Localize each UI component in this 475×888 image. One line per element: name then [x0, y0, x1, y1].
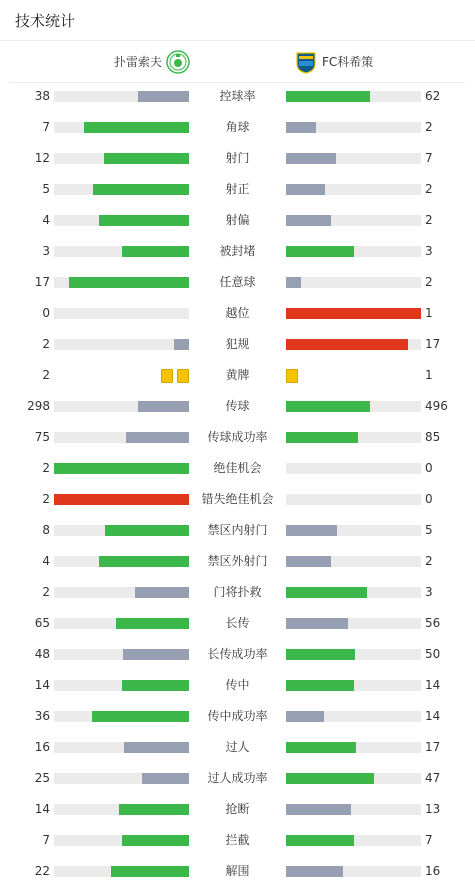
home-bar: [84, 122, 189, 133]
home-value: 2: [42, 585, 50, 599]
home-yellow-cards: [161, 369, 189, 382]
home-value: 38: [34, 89, 50, 103]
home-bar-track: [54, 587, 189, 598]
home-value: 75: [34, 430, 50, 444]
stat-label: 传中成功率: [207, 709, 268, 723]
away-bar-track: [286, 463, 421, 474]
home-bar: [93, 184, 189, 195]
away-bar-track: [286, 277, 421, 288]
stat-label: 禁区外射门: [207, 554, 268, 568]
away-bar: [286, 184, 325, 195]
away-value: 2: [425, 120, 433, 134]
away-bar: [286, 91, 370, 102]
stat-row: [0, 484, 475, 515]
home-value: 2: [42, 368, 50, 382]
home-value: 8: [42, 523, 50, 537]
stat-label: 过人成功率: [207, 771, 268, 785]
home-bar: [69, 277, 189, 288]
stat-row: [0, 81, 475, 112]
away-value: 17: [425, 740, 441, 754]
away-bar: [286, 215, 331, 226]
away-bar-track: [286, 525, 421, 536]
away-team-logo-icon: [294, 50, 318, 74]
away-value: 2: [425, 554, 433, 568]
away-value: 50: [425, 647, 441, 661]
home-bar-track: [54, 866, 189, 877]
home-value: 2: [42, 337, 50, 351]
stat-row: [0, 515, 475, 546]
home-bar: [122, 835, 190, 846]
away-team-name: FC科希策: [322, 55, 374, 69]
away-bar: [286, 742, 356, 753]
stat-label: 解围: [225, 864, 250, 878]
home-value: 7: [42, 120, 50, 134]
stat-label: 错失绝佳机会: [201, 492, 274, 506]
home-bar-track: [54, 122, 189, 133]
home-bar: [119, 804, 189, 815]
home-bar: [54, 494, 189, 505]
away-bar-track: [286, 804, 421, 815]
yellow-card-icon: [286, 369, 298, 383]
home-bar: [99, 215, 189, 226]
stat-label: 长传: [225, 616, 250, 630]
home-bar: [123, 649, 189, 660]
home-bar-track: [54, 773, 189, 784]
page-title: 技术统计: [15, 11, 76, 30]
home-bar: [174, 339, 189, 350]
stat-row: [0, 825, 475, 856]
away-bar-track: [286, 494, 421, 505]
stat-label: 犯规: [225, 337, 250, 351]
stat-row: [0, 174, 475, 205]
home-value: 36: [34, 709, 50, 723]
away-bar: [286, 432, 358, 443]
stat-label: 角球: [225, 120, 250, 134]
stat-row: [0, 453, 475, 484]
home-bar-track: [54, 277, 189, 288]
home-bar-track: [54, 711, 189, 722]
home-bar: [138, 91, 189, 102]
home-bar-track: [54, 618, 189, 629]
home-bar-track: [54, 556, 189, 567]
home-value: 14: [34, 802, 50, 816]
away-value: 7: [425, 151, 433, 165]
away-bar: [286, 246, 354, 257]
home-bar-track: [54, 308, 189, 319]
stat-label: 控球率: [219, 89, 256, 103]
away-value: 5: [425, 523, 433, 537]
home-bar: [126, 432, 189, 443]
away-bar: [286, 587, 367, 598]
home-value: 65: [34, 616, 50, 630]
home-value: 22: [34, 864, 50, 878]
away-bar: [286, 680, 354, 691]
home-bar-track: [54, 153, 189, 164]
stat-label: 传球成功率: [207, 430, 268, 444]
home-value: 17: [34, 275, 50, 289]
home-bar: [138, 401, 189, 412]
home-bar: [122, 680, 190, 691]
stat-row: [0, 360, 475, 391]
home-bar: [124, 742, 189, 753]
home-value: 16: [34, 740, 50, 754]
stat-row: [0, 639, 475, 670]
away-bar-track: [286, 91, 421, 102]
away-value: 47: [425, 771, 441, 785]
away-value: 496: [425, 399, 448, 413]
stat-label: 射门: [225, 151, 250, 165]
home-value: 3: [42, 244, 50, 258]
stat-row: [0, 546, 475, 577]
teams-row: [10, 41, 465, 83]
away-bar-track: [286, 122, 421, 133]
away-bar-track: [286, 184, 421, 195]
home-team-logo-icon: [166, 50, 190, 74]
home-bar-track: [54, 339, 189, 350]
away-bar: [286, 649, 355, 660]
home-value: 5: [42, 182, 50, 196]
away-bar: [286, 618, 348, 629]
home-bar: [104, 153, 189, 164]
away-bar: [286, 308, 421, 319]
away-bar-track: [286, 835, 421, 846]
home-value: 4: [42, 213, 50, 227]
home-value: 2: [42, 492, 50, 506]
home-bar: [105, 525, 189, 536]
home-bar-track: [54, 246, 189, 257]
stat-label: 黄牌: [225, 368, 250, 382]
home-bar-track: [54, 680, 189, 691]
stat-label: 禁区内射门: [207, 523, 268, 537]
stats-header: [0, 0, 475, 41]
stat-label: 门将扑救: [213, 585, 262, 599]
home-bar-track: [54, 525, 189, 536]
away-value: 56: [425, 616, 441, 630]
stat-row: [0, 608, 475, 639]
home-bar-track: [54, 463, 189, 474]
yellow-card-icon: [161, 369, 173, 383]
stat-row: [0, 112, 475, 143]
home-bar: [116, 618, 189, 629]
away-value: 2: [425, 182, 433, 196]
away-value: 2: [425, 213, 433, 227]
stat-row: [0, 701, 475, 732]
stat-row: [0, 732, 475, 763]
stat-label: 拦截: [225, 833, 250, 847]
home-value: 14: [34, 678, 50, 692]
away-value: 2: [425, 275, 433, 289]
away-value: 85: [425, 430, 441, 444]
home-bar-track: [54, 215, 189, 226]
away-bar-track: [286, 773, 421, 784]
away-value: 16: [425, 864, 441, 878]
away-value: 3: [425, 585, 433, 599]
stat-row: [0, 577, 475, 608]
away-value: 14: [425, 678, 441, 692]
away-bar-track: [286, 308, 421, 319]
away-bar: [286, 401, 370, 412]
away-bar-track: [286, 556, 421, 567]
away-value: 14: [425, 709, 441, 723]
away-bar: [286, 153, 336, 164]
away-bar: [286, 122, 316, 133]
stat-label: 被封堵: [219, 244, 256, 258]
home-bar-track: [54, 742, 189, 753]
stat-row: [0, 143, 475, 174]
away-value: 0: [425, 492, 433, 506]
home-value: 0: [42, 306, 50, 320]
away-bar-track: [286, 215, 421, 226]
home-bar: [142, 773, 189, 784]
away-value: 1: [425, 368, 433, 382]
away-bar-track: [286, 866, 421, 877]
away-bar: [286, 711, 324, 722]
away-value: 1: [425, 306, 433, 320]
away-bar-track: [286, 618, 421, 629]
home-bar-track: [54, 401, 189, 412]
home-value: 12: [34, 151, 50, 165]
home-bar-track: [54, 184, 189, 195]
away-bar-track: [286, 153, 421, 164]
stat-label: 越位: [225, 306, 250, 320]
home-value: 48: [34, 647, 50, 661]
away-bar-track: [286, 711, 421, 722]
away-value: 17: [425, 337, 441, 351]
away-bar-track: [286, 246, 421, 257]
away-bar-track: [286, 587, 421, 598]
stats-list: [0, 81, 475, 887]
stat-row: [0, 236, 475, 267]
home-team-name: 扑雷索夫: [114, 55, 163, 69]
stat-row: [0, 856, 475, 887]
yellow-card-icon: [177, 369, 189, 383]
away-bar: [286, 525, 337, 536]
stat-label: 抢断: [225, 802, 250, 816]
home-value: 7: [42, 833, 50, 847]
away-bar-track: [286, 339, 421, 350]
home-value: 25: [34, 771, 50, 785]
away-bar: [286, 835, 354, 846]
away-team[interactable]: [290, 41, 373, 82]
stat-row: [0, 329, 475, 360]
stat-label: 传中: [225, 678, 250, 692]
stat-label: 绝佳机会: [213, 461, 262, 475]
home-bar-track: [54, 91, 189, 102]
away-bar-track: [286, 742, 421, 753]
home-bar: [54, 463, 189, 474]
away-value: 0: [425, 461, 433, 475]
home-bar-track: [54, 835, 189, 846]
home-bar-track: [54, 649, 189, 660]
away-value: 3: [425, 244, 433, 258]
home-bar-track: [54, 804, 189, 815]
home-bar: [92, 711, 189, 722]
home-value: 298: [27, 399, 50, 413]
away-bar-track: [286, 401, 421, 412]
home-team[interactable]: [114, 41, 194, 82]
away-bar: [286, 804, 351, 815]
away-bar-track: [286, 432, 421, 443]
stat-label: 任意球: [219, 275, 256, 289]
home-bar-track: [54, 432, 189, 443]
home-bar: [135, 587, 189, 598]
stat-row: [0, 205, 475, 236]
stat-row: [0, 763, 475, 794]
stat-row: [0, 794, 475, 825]
stat-label: 射偏: [225, 213, 250, 227]
away-value: 62: [425, 89, 441, 103]
away-bar: [286, 556, 331, 567]
stat-label: 长传成功率: [207, 647, 268, 661]
stat-row: [0, 267, 475, 298]
away-bar-track: [286, 680, 421, 691]
home-bar: [99, 556, 189, 567]
away-bar: [286, 277, 301, 288]
stat-label: 传球: [225, 399, 250, 413]
away-bar: [286, 773, 374, 784]
stat-row: [0, 670, 475, 701]
stat-row: [0, 298, 475, 329]
stat-row: [0, 391, 475, 422]
home-bar: [122, 246, 190, 257]
stat-label: 过人: [225, 740, 250, 754]
away-bar: [286, 339, 408, 350]
stat-label: 射正: [225, 182, 250, 196]
away-value: 7: [425, 833, 433, 847]
home-value: 4: [42, 554, 50, 568]
home-value: 2: [42, 461, 50, 475]
home-bar: [111, 866, 189, 877]
away-bar-track: [286, 649, 421, 660]
away-yellow-cards: [286, 369, 298, 382]
away-bar: [286, 866, 343, 877]
away-value: 13: [425, 802, 441, 816]
stat-row: [0, 422, 475, 453]
home-bar-track: [54, 494, 189, 505]
